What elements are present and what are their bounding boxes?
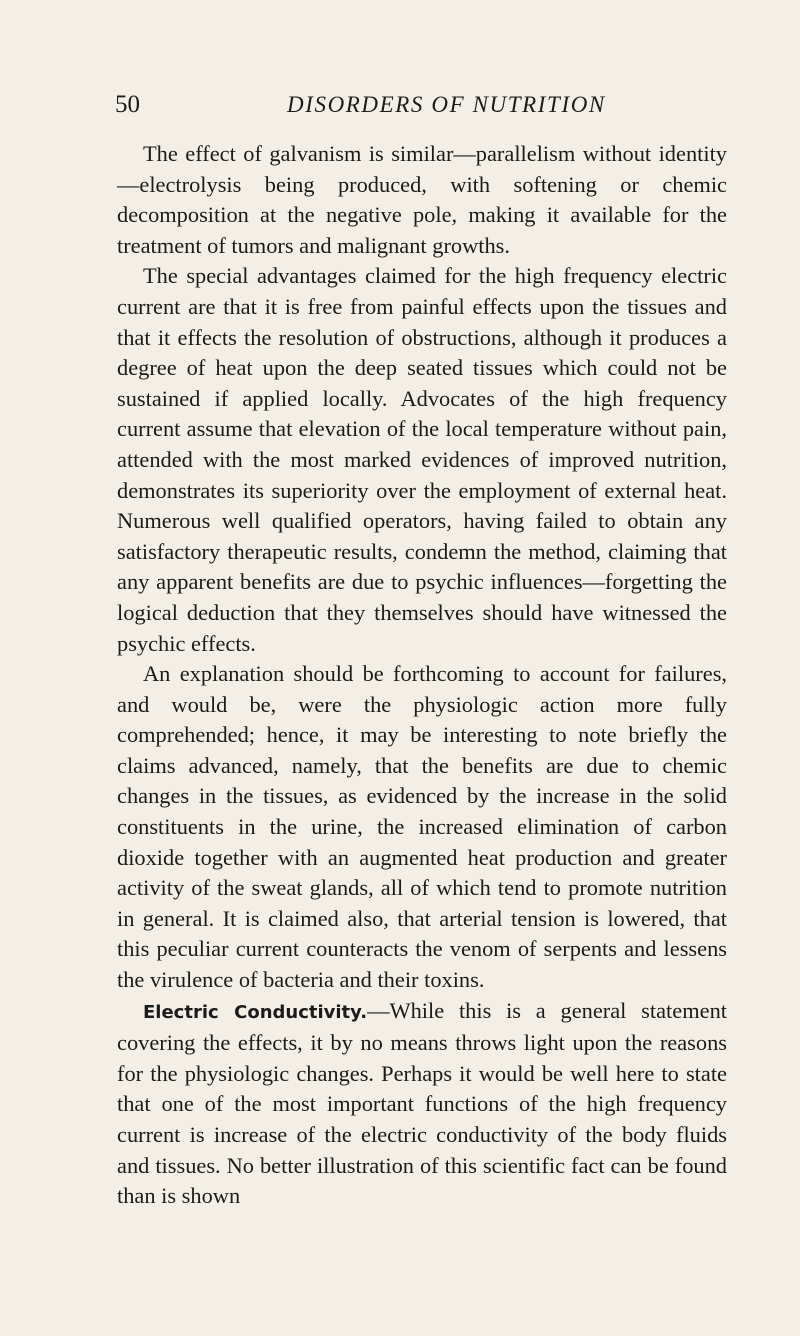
paragraph-text: —While this is a general statement covering the effects, it by no means throws light upon the reasons for the physiologic changes. Perhaps it would be well here to state that one of the most important functions of the high frequency current is increase of the electric conductivity of the body fluids and tissues. No better illustration of this scientific fact can be found than is shown <box>117 997 727 1209</box>
section-run-in-heading: Electric Conductivity. <box>143 1001 368 1023</box>
paragraph-text: An explanation should be forthcoming to account for failures, and would be, were the physiologic action more fully comprehended; hence, it may be interesting to note briefly the claims advanced, namely, that the benefits are due to chemic changes in the tissues, as evidenced by the increase in the solid constituents in the urine, the increased elimination of carbon dioxide together with an augmented heat production and greater activity of the sweat glands, all of which tend to promote nutrition in general. It is claimed also, that arterial tension is lowered, that this peculiar current counteracts the venom of serpents and lessens the virulence of bacteria and their toxins. <box>117 661 727 993</box>
body-text <box>117 139 727 1212</box>
paragraph-galvanism <box>117 139 727 261</box>
running-head <box>115 88 725 122</box>
page-number: 50 <box>115 91 140 118</box>
paragraph-text: The effect of galvanism is similar—parallelism without identity—electrolysis being produced, with softening or chemic decomposition at the negative pole, making it available for the treatment of tumors and malignant growths. <box>117 141 727 258</box>
paragraph-electric-conductivity <box>117 996 727 1212</box>
paragraph-text: The special advantages claimed for the high frequency electric current are that it is free from painful effects upon the tissues and that it effects the resolution of obstructions, although it produces a degree of heat upon the deep seated tissues which could not be sustained if applied locally. Advocates of the high frequency current assume that elevation of the local temperature without pain, attended with the most marked evidences of improved nutrition, demonstrates its superiority over the employment of external heat. Numerous well qualified operators, having failed to obtain any satisfactory therapeutic results, condemn the method, claiming that any apparent benefits are due to psychic influences—forgetting the logical deduction that they themselves should have witnessed the psychic effects. <box>117 263 727 656</box>
paragraph-explanation <box>117 659 727 996</box>
running-title: DISORDERS OF NUTRITION <box>287 92 606 117</box>
paragraph-high-frequency-advantages <box>117 261 727 659</box>
